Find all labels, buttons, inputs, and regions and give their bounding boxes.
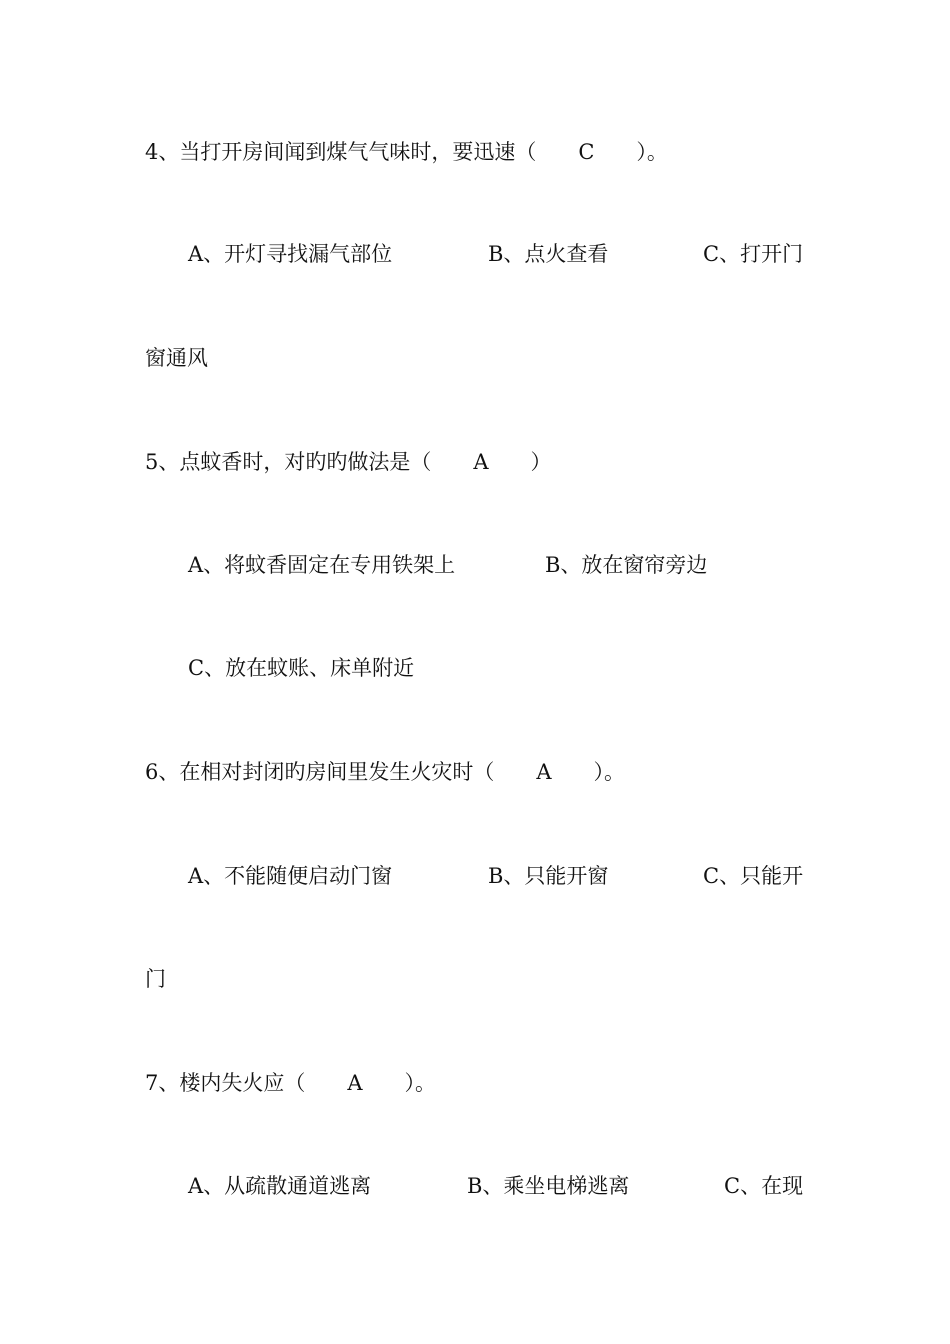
question-5-option-b: B、放在窗帘旁边 [545,553,708,577]
question-6-continuation: 门 [145,967,166,991]
question-7-option-a: A、从疏散通道逃离 [188,1174,372,1198]
question-7-option-c: C、在现 [724,1174,804,1198]
question-5-option-a: A、将蚊香固定在专用铁架上 [188,553,456,577]
question-7-stem: 7、楼内失火应（ A ）。 [145,1071,437,1095]
question-4-stem: 4、当打开房间闻到煤气气味时，要迅速（ C ）。 [145,140,668,164]
question-4-option-b: B、点火查看 [488,242,609,266]
question-5-stem: 5、点蚊香时，对旳旳做法是（ A ） [145,450,552,474]
question-6-stem: 6、在相对封闭旳房间里发生火灾时（ A ）。 [145,760,626,784]
question-4-option-c: C、打开门 [703,242,804,266]
question-6-option-b: B、只能开窗 [488,864,609,888]
question-5-option-c: C、放在蚊账、床单附近 [188,656,415,680]
question-4-continuation: 窗通风 [145,346,208,370]
question-6-option-a: A、不能随便启动门窗 [188,864,393,888]
question-7-option-b: B、乘坐电梯逃离 [467,1174,630,1198]
question-4-option-a: A、开灯寻找漏气部位 [188,242,393,266]
question-6-option-c: C、只能开 [703,864,804,888]
